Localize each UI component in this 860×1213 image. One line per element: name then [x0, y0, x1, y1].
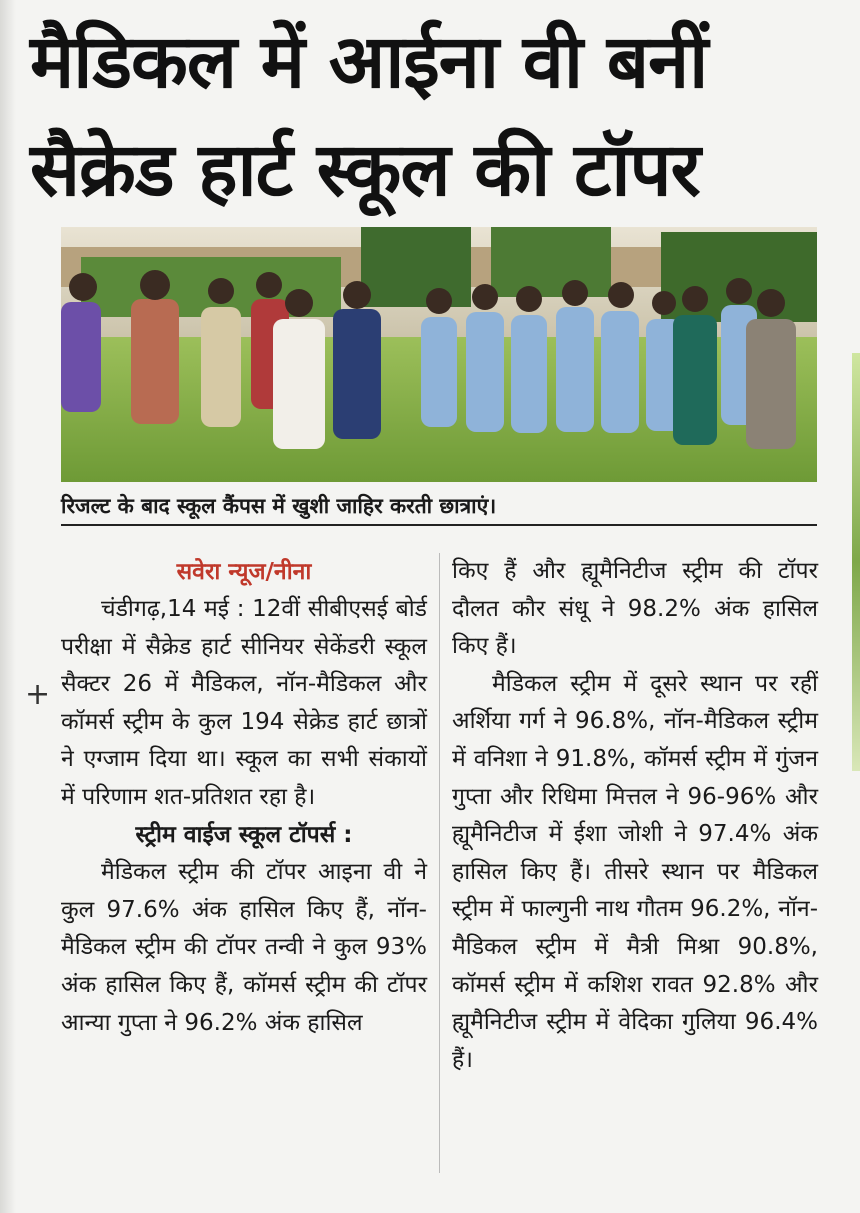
- news-photo: [61, 227, 817, 482]
- byline: सवेरा न्यूज/नीना: [176, 559, 312, 585]
- article-column-right: [452, 553, 818, 1079]
- headline-line-1: मैडिकल में आईना वी बनीं: [30, 19, 708, 105]
- crop-mark: +: [25, 677, 51, 712]
- headline: [30, 8, 830, 224]
- column-divider: [439, 553, 440, 1173]
- students-photo-illustration: [61, 227, 817, 482]
- section-subhead: स्ट्रीम वाईज स्कूल टॉपर्स :: [135, 821, 353, 848]
- article-paragraph: मैडिकल स्ट्रीम की टॉपर आइना वी ने कुल 97.6% अंक हासिल किए हैं, नॉन-मैडिकल स्ट्रीम की टॉपर तन्वी ने कुल 93% अंक हासिल किए हैं, कॉमर्स स्ट्रीम की टॉपर आन्या गुप्ता ने 96.2% अंक हासिल: [61, 859, 427, 1036]
- photo-caption: रिजल्ट के बाद स्कूल कैंपस में खुशी जाहिर करती छात्राएं।: [61, 486, 817, 526]
- headline-line-2: सैक्रेड हार्ट स्कूल की टॉपर: [30, 127, 700, 213]
- article-column-left: [61, 553, 427, 1042]
- article-paragraph: मैडिकल स्ट्रीम में दूसरे स्थान पर रहीं अर्शिया गर्ग ने 96.8%, नॉन-मैडिकल स्ट्रीम में वनिशा ने 91.8%, कॉमर्स स्ट्रीम में गुंजन गुप्ता और रिधिमा मित्तल ने 96-96% और ह्यूमैनिटीज में ईशा जोशी ने 97.4% अंक हासिल किए हैं। तीसरे स्थान पर मैडिकल स्ट्रीम में फाल्गुनी नाथ गौतम 96.2%, नॉन-मैडिकल स्ट्रीम में मैत्री मिश्रा 90.8%, कॉमर्स स्ट्रीम में कशिश रावत 92.8% और ह्यूमैनिटीज स्ट्रीम में वेदिका गुलिया 96.4% हैं।: [452, 670, 818, 1073]
- article-paragraph: चंडीगढ़,14 मई : 12वीं सीबीएसई बोर्ड परीक्षा में सैक्रेड हार्ट सीनियर सेकेंडरी स्कूल सैक्टर 26 में मैडिकल, नॉन-मैडिकल और कॉमर्स स्ट्रीम के कुल 194 सेक्रेड हार्ट छात्रों ने एग्जाम दिया था। स्कूल का सभी संकायों में परिणाम शत-प्रतिशत रहा है।: [61, 596, 427, 810]
- page-edge-shadow: [0, 0, 16, 1213]
- adjacent-article-photo-edge: [852, 353, 860, 771]
- article-paragraph: किए हैं और ह्यूमैनिटीज स्ट्रीम की टॉपर दौलत कौर संधू ने 98.2% अंक हासिल किए हैं।: [452, 558, 818, 660]
